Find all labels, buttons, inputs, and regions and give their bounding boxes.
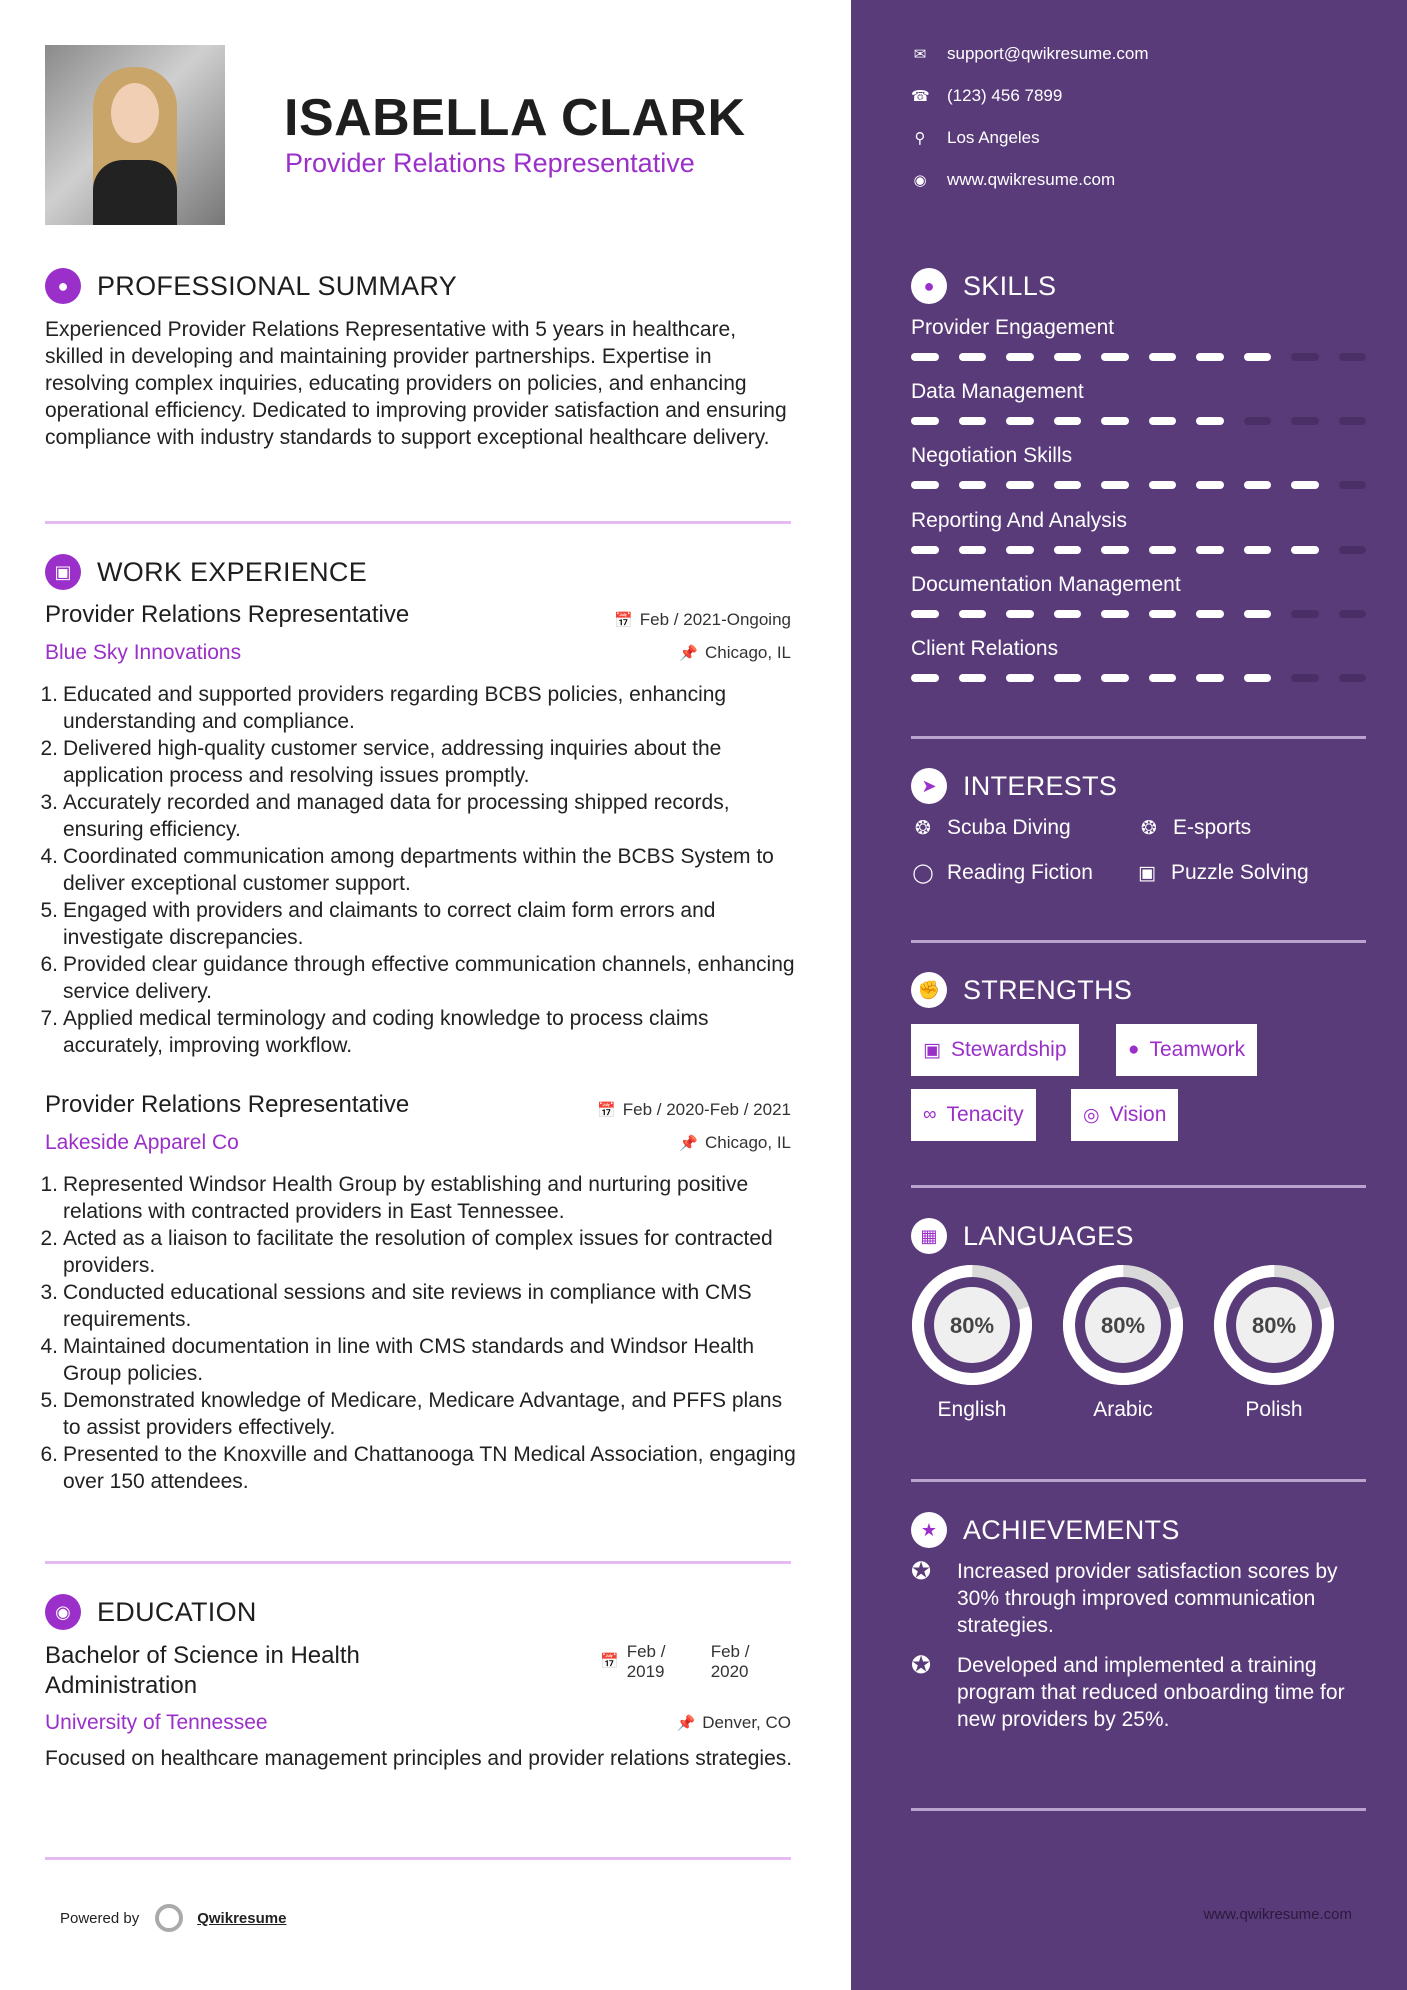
skill-item (911, 509, 1366, 554)
degree-title: Bachelor of Science in Health Administration (45, 1642, 360, 1699)
language-percent: 80% (949, 1313, 995, 1338)
skill-segment (1339, 610, 1367, 618)
skill-segment (1101, 481, 1129, 489)
skill-name: Client Relations (911, 637, 1059, 660)
skills-heading: ● SKILLS (911, 268, 1056, 304)
strength-chip: ∞ Tenacity (911, 1089, 1036, 1141)
skill-segment (1054, 610, 1082, 618)
contact-phone[interactable]: ☎ (123) 456 7899 (911, 86, 1063, 105)
skill-segment (1196, 674, 1224, 682)
company-name: Lakeside Apparel Co (45, 1131, 239, 1154)
job-title: Provider Relations Representative (45, 601, 410, 628)
achievement-item: ✪ Increased provider satisfaction scores by 30% through improved communication strategies. (911, 1558, 1338, 1637)
skill-level-bar (911, 674, 1366, 682)
skill-item (911, 637, 1366, 682)
user-icon: ● (45, 268, 81, 304)
powered-by: Powered by Qwikresume (60, 1904, 286, 1932)
list-item: 3. Accurately recorded and managed data for processing shipped records, ensuring efficiency. (40, 791, 730, 841)
strength-chip: ▣ Stewardship (911, 1024, 1079, 1076)
job-location: 📌 Chicago, IL (679, 643, 791, 662)
candidate-role: Provider Relations Representative (285, 148, 695, 178)
skill-level-bar (911, 610, 1366, 618)
list-item: 3. Conducted educational sessions and site reviews in compliance with CMS requirements. (40, 1281, 752, 1331)
interest-item: ❂ E-sports (1137, 816, 1251, 840)
skill-segment (1149, 546, 1177, 554)
skill-segment (1291, 353, 1319, 361)
skill-segment (1101, 417, 1129, 425)
skill-level-bar (911, 546, 1366, 554)
list-item: 6. Provided clear guidance through effective communication channels, enhancing service delivery. (40, 953, 795, 1003)
life-ring-icon: ❂ (915, 817, 931, 839)
list-item: 7. Applied medical terminology and coding knowledge to process claims accurately, improving workflow. (40, 1007, 709, 1057)
skill-segment (1244, 417, 1272, 425)
skill-item (911, 573, 1366, 618)
skill-segment (959, 481, 987, 489)
calendar-icon: 📅 (614, 612, 633, 629)
skill-level-bar (911, 353, 1366, 361)
skill-name: Negotiation Skills (911, 444, 1073, 467)
interests-heading: ➤ INTERESTS (911, 768, 1117, 804)
brand-link[interactable]: Qwikresume (197, 1909, 287, 1927)
chair-icon: ▣ (45, 554, 81, 590)
pin-icon: 📌 (676, 1715, 696, 1732)
divider (911, 736, 1366, 739)
calendar-icon: 📅 (600, 1653, 619, 1670)
star-badge-icon: ★ (911, 1512, 947, 1548)
skill-segment (911, 481, 939, 489)
pin-icon: 📌 (679, 645, 698, 662)
skill-name: Documentation Management (911, 573, 1181, 596)
location-pin-icon: ⚲ (914, 130, 926, 147)
skill-segment (1339, 353, 1367, 361)
skill-segment (911, 417, 939, 425)
strength-chip: ● Teamwork (1116, 1024, 1257, 1076)
list-item: 2. Acted as a liaison to facilitate the resolution of complex issues for contracted providers. (40, 1227, 773, 1277)
skill-segment (1149, 610, 1177, 618)
language-name: Arabic (1093, 1398, 1153, 1421)
shooting-star-icon: ✪ (911, 1558, 932, 1585)
divider (45, 1561, 791, 1564)
skill-segment (1339, 674, 1367, 682)
divider (911, 1808, 1366, 1811)
skill-segment (959, 546, 987, 554)
language-percent: 80% (1251, 1313, 1297, 1338)
interest-item: ◯ Reading Fiction (912, 861, 1093, 884)
binoculars-icon: ◎ (1083, 1104, 1100, 1126)
skill-name: Provider Engagement (911, 316, 1115, 339)
globe-icon: ◉ (913, 172, 927, 189)
skill-segment (1244, 674, 1272, 682)
interest-item: ❂ Scuba Diving (911, 816, 1071, 840)
divider (911, 940, 1366, 943)
education-dates: 📅 Feb / 2019 Feb / 2020 (600, 1642, 750, 1681)
job-duties (36, 681, 796, 1059)
divider (911, 1479, 1366, 1482)
skill-segment (1101, 353, 1129, 361)
skill-segment (1054, 353, 1082, 361)
skill-level-bar (911, 417, 1366, 425)
education-text: Focused on healthcare management principles and provider relations strategies. (45, 1747, 793, 1770)
book-icon: ▣ (1138, 862, 1156, 884)
contact-website[interactable]: ◉ www.qwikresume.com (911, 170, 1115, 190)
gamepad-icon: ◯ (912, 862, 934, 884)
list-item: 1. Represented Windsor Health Group by establishing and nurturing positive relations with contracted providers in East Tennessee. (40, 1173, 749, 1223)
paper-plane-icon: ➤ (911, 768, 947, 804)
job-dates: 📅 Feb / 2021-Ongoing (614, 610, 791, 629)
translate-icon: ▦ (911, 1218, 947, 1254)
skill-name: Data Management (911, 380, 1084, 403)
skill-segment (1149, 674, 1177, 682)
lightbulb-icon: ● (911, 268, 947, 304)
education-location: 📌 Denver, CO (676, 1713, 791, 1732)
skill-item (911, 380, 1366, 425)
skill-segment (1054, 481, 1082, 489)
list-item: 1. Educated and supported providers regarding BCBS policies, enhancing understanding and compliance. (40, 683, 727, 733)
skill-segment (1196, 546, 1224, 554)
qwikresume-logo-icon (155, 1904, 183, 1932)
candidate-name: ISABELLA CLARK (284, 89, 746, 147)
languages-heading: ▦ LANGUAGES (911, 1218, 1134, 1254)
language-ring (1062, 1264, 1184, 1386)
summary-heading: ● PROFESSIONAL SUMMARY (45, 268, 457, 304)
skill-segment (959, 353, 987, 361)
job-dates: 📅 Feb / 2020-Feb / 2021 (597, 1100, 791, 1119)
achievement-item: ✪ Developed and implemented a training program that reduced onboarding time for new providers by 25%. (911, 1652, 1345, 1731)
skill-segment (1196, 417, 1224, 425)
language-item (1062, 1264, 1184, 1422)
job-title: Provider Relations Representative (45, 1091, 410, 1118)
language-ring (1213, 1264, 1335, 1386)
interest-item: ▣ Puzzle Solving (1135, 861, 1309, 885)
skill-segment (1006, 481, 1034, 489)
skill-segment (1196, 481, 1224, 489)
users-icon: ● (1128, 1039, 1140, 1060)
skill-segment (1339, 546, 1367, 554)
divider (911, 1185, 1366, 1188)
skill-segment (1291, 674, 1319, 682)
skill-segment (959, 417, 987, 425)
skill-segment (959, 610, 987, 618)
skill-segment (1244, 481, 1272, 489)
language-name: English (937, 1398, 1007, 1421)
skill-segment (1291, 546, 1319, 554)
job-location: 📌 Chicago, IL (679, 1133, 791, 1152)
link-icon: ∞ (923, 1104, 937, 1125)
language-name: Polish (1245, 1398, 1303, 1421)
pin-icon: 📌 (679, 1135, 698, 1152)
calendar-icon: 📅 (597, 1102, 616, 1119)
skill-segment (1244, 546, 1272, 554)
list-item: 4. Maintained documentation in line with CMS standards and Windsor Health Group policies. (40, 1335, 755, 1385)
envelope-icon: ✉ (913, 46, 927, 63)
skill-item (911, 444, 1366, 489)
divider (45, 521, 791, 524)
skill-segment (1006, 674, 1034, 682)
skill-segment (1149, 481, 1177, 489)
contact-email[interactable]: ✉ support@qwikresume.com (911, 44, 1149, 64)
list-item: 4. Coordinated communication among departments within the BCBS System to deliver exceptional customer support. (40, 845, 774, 895)
skill-name: Reporting And Analysis (911, 509, 1127, 532)
strength-chip: ◎ Vision (1071, 1089, 1178, 1141)
skill-segment (911, 546, 939, 554)
list-item: 6. Presented to the Knoxville and Chattanooga TN Medical Association, engaging over 150 attendees. (40, 1443, 796, 1493)
skill-segment (1339, 417, 1367, 425)
skill-segment (1054, 417, 1082, 425)
life-ring-icon: ❂ (1141, 817, 1157, 839)
skill-segment (1149, 417, 1177, 425)
skill-segment (1291, 481, 1319, 489)
language-percent: 80% (1100, 1313, 1146, 1338)
divider (45, 1857, 791, 1860)
profile-photo (45, 45, 225, 225)
skill-segment (1101, 674, 1129, 682)
skill-segment (1006, 546, 1034, 554)
contact-location: ⚲ Los Angeles (911, 128, 1040, 148)
list-item: 2. Delivered high-quality customer service, addressing inquiries about the application process and resolving issues promptly. (40, 737, 722, 787)
list-item: 5. Demonstrated knowledge of Medicare, Medicare Advantage, and PFFS plans to assist providers effectively. (40, 1389, 783, 1439)
briefcase-icon: ▣ (923, 1039, 941, 1061)
skill-segment (1101, 610, 1129, 618)
skill-segment (1101, 546, 1129, 554)
skill-item (911, 316, 1366, 361)
skill-segment (1244, 610, 1272, 618)
skill-segment (959, 674, 987, 682)
skill-segment (1339, 481, 1367, 489)
education-heading: ◉ EDUCATION (45, 1594, 257, 1630)
strengths-heading: ✊ STRENGTHS (911, 972, 1132, 1008)
skill-segment (911, 674, 939, 682)
skill-segment (1054, 546, 1082, 554)
skill-segment (1291, 610, 1319, 618)
shooting-star-icon: ✪ (911, 1652, 932, 1679)
skill-segment (1196, 353, 1224, 361)
achievements-heading: ★ ACHIEVEMENTS (911, 1512, 1180, 1548)
list-item: 5. Engaged with providers and claimants to correct claim form errors and investigate discrepancies. (40, 899, 716, 949)
summary-text: Experienced Provider Relations Representative with 5 years in healthcare, skilled in developing and maintaining provider partnerships. Expertise in resolving complex inquiries, educating providers on policies, and enhancing operational efficiency. Dedicated to improving provider satisfaction and ensuring compliance with industry standards to support exceptional healthcare delivery. (45, 318, 787, 449)
job-duties (36, 1171, 796, 1495)
language-ring (911, 1264, 1033, 1386)
phone-icon: ☎ (911, 88, 930, 105)
language-item (1213, 1264, 1335, 1422)
skill-segment (1006, 610, 1034, 618)
skill-segment (1196, 610, 1224, 618)
sidebar (851, 0, 1407, 1990)
work-heading: ▣ WORK EXPERIENCE (45, 554, 367, 590)
skill-segment (1149, 353, 1177, 361)
skill-segment (911, 353, 939, 361)
skill-segment (1006, 353, 1034, 361)
skill-segment (911, 610, 939, 618)
graduate-icon: ◉ (45, 1594, 81, 1630)
skill-segment (1244, 353, 1272, 361)
skill-segment (1006, 417, 1034, 425)
school-name: University of Tennessee (45, 1711, 268, 1734)
skill-segment (1291, 417, 1319, 425)
footer-site[interactable]: www.qwikresume.com (1203, 1906, 1352, 1923)
language-item (911, 1264, 1033, 1422)
skill-segment (1054, 674, 1082, 682)
company-name: Blue Sky Innovations (45, 641, 242, 664)
skill-level-bar (911, 481, 1366, 489)
fist-icon: ✊ (911, 972, 947, 1008)
